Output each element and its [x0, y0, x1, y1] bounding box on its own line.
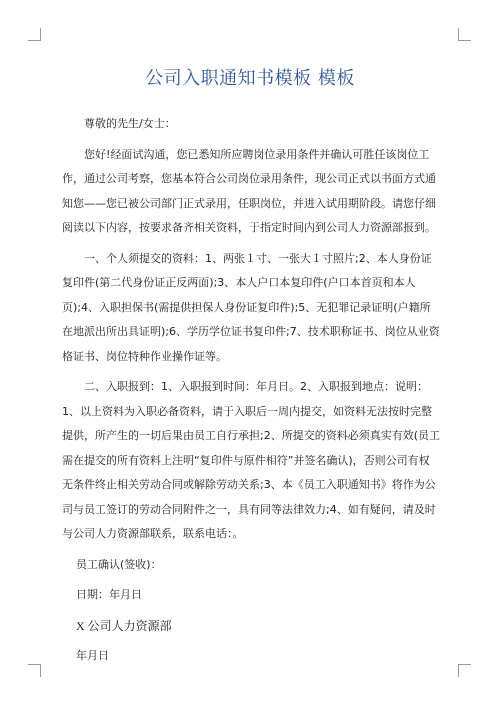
signature-date: 年月日 — [76, 649, 109, 662]
crop-mark-bottom-left — [28, 664, 41, 677]
crop-mark-top-left — [28, 28, 41, 41]
paragraph-onboarding: 二、入职报到：1、入职报到时间：年月日。2、入职报到地点：说明：1、以上资料为入职必备资料，请于入职后一周内提交，如资料无法按时完整提供，所产生的一切后果由员工自行承担;2、所提交的资料必须真实有效(员工需在提交的所有资料上注明“复印件与原件相符”并签名确认)，否则公司有权无条件终止相关劳动合同或解除劳动关系;3、本《员工入职通知书》将作为公司与员工签订的劳动合同附件之一，具有同等法律效力;4、如有疑问，请及时与公司人力资源部联系，联系电话：。 — [62, 380, 440, 540]
crop-mark-top-right — [458, 28, 471, 41]
employee-confirm: 员工确认(签收)： — [76, 557, 162, 571]
document-title: 公司入职通知书模板 模板 — [145, 68, 355, 89]
document-body — [62, 112, 440, 669]
crop-mark-bottom-right — [458, 664, 471, 677]
paragraph-materials: 一、个人须提交的资料：1、两张１寸、一张大１寸照片;2、本人身份证复印件(第二代身份证正反两面);3、本人户口本复印件(户口本首页和本人页);4、入职担保书(需提供担保人身份证复印件);5、无犯罪记录证明(户籍所在地派出所出具证明);6、学历学位证书复印件;7、技术职称证书、岗位从业资格证书、岗位特种作业操作证等。 — [62, 251, 440, 363]
paragraph-intro: 您好!经面试沟通，您已悉知所应聘岗位录用条件并确认可胜任该岗位工作，通过公司考察，您基本符合公司岗位录用条件，现公司正式以书面方式通知您——您已被公司部门正式录用，任职岗位，并进入试用期阶段。请您仔细阅读以下内容，按要求备齐相关资料，于指定时间内到公司人力资源部报到。 — [62, 147, 436, 234]
department-signature: X 公司人力资源部 — [76, 618, 172, 633]
greeting: 尊敬的先生/女士： — [84, 117, 176, 130]
date-line: 日期：年月日 — [76, 588, 142, 601]
